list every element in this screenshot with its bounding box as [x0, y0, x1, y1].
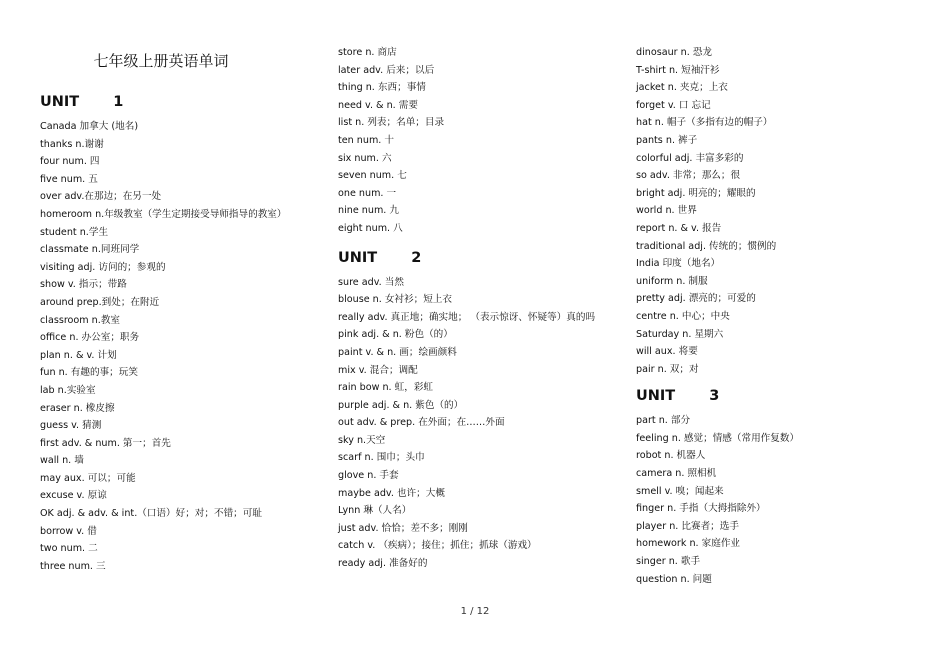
- vocab-entry: hat n. 帽子（多指有边的帽子）: [636, 117, 773, 129]
- vocab-entry: scarf n. 围巾；头巾: [338, 452, 425, 464]
- vocab-entry: so adv. 非常；那么；很: [636, 170, 741, 182]
- page-title: 七年级上册英语单词: [93, 52, 229, 70]
- column-2: [338, 44, 600, 573]
- vocab-entry: Lynn 琳（人名）: [338, 505, 412, 517]
- vocab-entry: over adv.在那边；在另一处: [40, 191, 162, 203]
- vocab-entry: Canada 加拿大 (地名): [40, 121, 139, 132]
- vocab-entry: list n. 列表；名单；目录: [338, 117, 445, 129]
- unit-1-word-list: [40, 118, 302, 575]
- vocab-entry: sky n.天空: [338, 434, 386, 446]
- unit-3-heading: [636, 384, 898, 408]
- vocab-entry: OK adj. & adv. & int.（口语）好；对；不错；可耻: [40, 508, 262, 520]
- vocab-entry: three num. 三: [40, 560, 106, 572]
- vocab-entry: seven num. 七: [338, 170, 407, 182]
- unit-label: UNIT: [636, 388, 676, 405]
- vocab-entry: homework n. 家庭作业: [636, 538, 741, 550]
- vocab-entry: catch v. （疾病）；接住；抓住；抓球（游戏）: [338, 540, 537, 552]
- vocab-entry: classmate n.同班同学: [40, 244, 140, 256]
- vocab-entry: blouse n. 女衬衫；短上衣: [338, 294, 452, 306]
- vocab-entry: wall n. 墙: [40, 455, 84, 467]
- vocab-entry: nine num. 九: [338, 205, 399, 217]
- unit-2-word-list: [338, 274, 600, 573]
- vocab-entry: Saturday n. 星期六: [636, 328, 724, 340]
- vocab-entry: visiting adj. 访问的；参观的: [40, 261, 166, 273]
- vocab-entry: purple adj. & n. 紫色（的）: [338, 399, 464, 411]
- vocab-entry: four num. 四: [40, 156, 100, 168]
- vocab-entry: lab n.实验室: [40, 384, 96, 396]
- unit-label: UNIT: [40, 94, 80, 110]
- vocab-entry: maybe adv. 也许；大概: [338, 487, 445, 499]
- vocab-entry: dinosaur n. 恐龙: [636, 47, 713, 58]
- vocab-entry: feeling n. 感觉；情感（常用作复数）: [636, 432, 800, 444]
- vocab-entry: classroom n.教室: [40, 314, 121, 326]
- unit-1-word-list-continued: [338, 44, 600, 238]
- vocab-entry: really adv. 真正地；确实地； （表示惊讶、怀疑等）真的吗: [338, 311, 596, 323]
- vocab-entry: borrow v. 借: [40, 525, 97, 537]
- vocab-entry: five num. 五: [40, 173, 98, 185]
- vocab-entry: out adv. & prep. 在外面；在……外面: [338, 417, 505, 429]
- vocab-entry: thing n. 东西；事情: [338, 82, 426, 94]
- vocab-entry: sure adv. 当然: [338, 276, 404, 288]
- vocab-entry: rain bow n. 虹，彩虹: [338, 382, 434, 394]
- unit-3-word-list: [636, 412, 898, 588]
- unit-number: 3: [709, 388, 720, 405]
- vocab-entry: camera n. 照相机: [636, 468, 717, 480]
- vocab-entry: bright adj. 明亮的；耀眼的: [636, 187, 756, 199]
- column-3: [636, 44, 898, 588]
- vocab-entry: glove n. 手套: [338, 470, 399, 482]
- vocab-entry: traditional adj. 传统的；惯例的: [636, 240, 777, 252]
- vocab-entry: smell v. 嗅；闻起来: [636, 485, 724, 497]
- vocab-entry: report n. & v. 报告: [636, 222, 722, 234]
- vocab-entry: six num. 六: [338, 152, 392, 164]
- vocab-entry: homeroom n.年级教室（学生定期接受导师指导的教室）: [40, 208, 287, 220]
- vocab-entry: player n. 比赛者；选手: [636, 520, 739, 532]
- unit-1-heading: [40, 90, 302, 114]
- vocab-entry: one num. 一: [338, 187, 397, 199]
- vocab-entry: eraser n. 橡皮擦: [40, 402, 115, 414]
- vocab-entry: may aux. 可以；可能: [40, 472, 136, 484]
- vocab-entry: world n. 世界: [636, 205, 697, 217]
- vocab-entry: mix v. 混合；调配: [338, 364, 418, 376]
- vocab-entry: student n.学生: [40, 226, 109, 238]
- vocab-entry: pink adj. & n. 粉色（的）: [338, 329, 453, 341]
- vocab-entry: eight num. 八: [338, 222, 403, 234]
- vocab-entry: India 印度（地名）: [636, 258, 721, 270]
- vocab-entry: need v. & n. 需要: [338, 99, 418, 111]
- vocab-entry: office n. 办公室；职务: [40, 332, 140, 344]
- vocab-entry: question n. 问题: [636, 573, 712, 585]
- vocab-entry: paint v. & n. 画；绘画颜料: [338, 346, 457, 358]
- vocab-entry: guess v. 猜测: [40, 420, 102, 432]
- vocab-entry: just adv. 恰恰；差不多；刚刚: [338, 522, 468, 534]
- unit-2-word-list-continued: [636, 44, 898, 378]
- vocab-entry: pants n. 裤子: [636, 134, 698, 146]
- vocab-entry: finger n. 手指（大拇指除外）: [636, 503, 766, 515]
- column-1: [40, 44, 302, 575]
- vocab-entry: around prep.到处；在附近: [40, 296, 160, 308]
- vocab-entry: robot n. 机器人: [636, 450, 706, 462]
- vocab-entry: later adv. 后来；以后: [338, 64, 435, 76]
- vocab-entry: centre n. 中心；中央: [636, 310, 730, 322]
- vocab-entry: part n. 部分: [636, 415, 691, 427]
- vocab-entry: colorful adj. 丰富多彩的: [636, 152, 744, 164]
- vocab-entry: uniform n. 制服: [636, 275, 708, 287]
- vocab-entry: first adv. & num. 第一；首先: [40, 437, 171, 449]
- vocab-entry: excuse v. 原谅: [40, 490, 107, 502]
- vocab-entry: two num. 二: [40, 543, 98, 555]
- vocab-entry: will aux. 将要: [636, 346, 698, 358]
- vocab-entry: pretty adj. 漂亮的；可爱的: [636, 293, 756, 305]
- page-number: 1 / 12: [460, 606, 490, 617]
- vocab-entry: forget v. 口 忘记: [636, 99, 711, 111]
- vocab-entry: plan n. & v. 计划: [40, 349, 117, 361]
- unit-number: 2: [411, 249, 422, 266]
- vocab-entry: singer n. 歌手: [636, 556, 701, 568]
- vocab-entry: fun n. 有趣的事；玩笑: [40, 367, 138, 379]
- vocab-entry: T-shirt n. 短袖汗衫: [636, 64, 720, 76]
- vocab-entry: ten num. 十: [338, 134, 394, 146]
- vocab-entry: jacket n. 夹克；上衣: [636, 82, 728, 94]
- vocab-entry: ready adj. 准备好的: [338, 558, 428, 570]
- vocab-entry: store n. 商店: [338, 47, 397, 58]
- vocab-entry: pair n. 双；对: [636, 363, 699, 375]
- unit-number: 1: [113, 94, 124, 110]
- unit-2-heading: [338, 246, 600, 270]
- vocab-entry: thanks n.谢谢: [40, 138, 104, 150]
- unit-label: UNIT: [338, 249, 378, 266]
- vocab-entry: show v. 指示；带路: [40, 279, 127, 291]
